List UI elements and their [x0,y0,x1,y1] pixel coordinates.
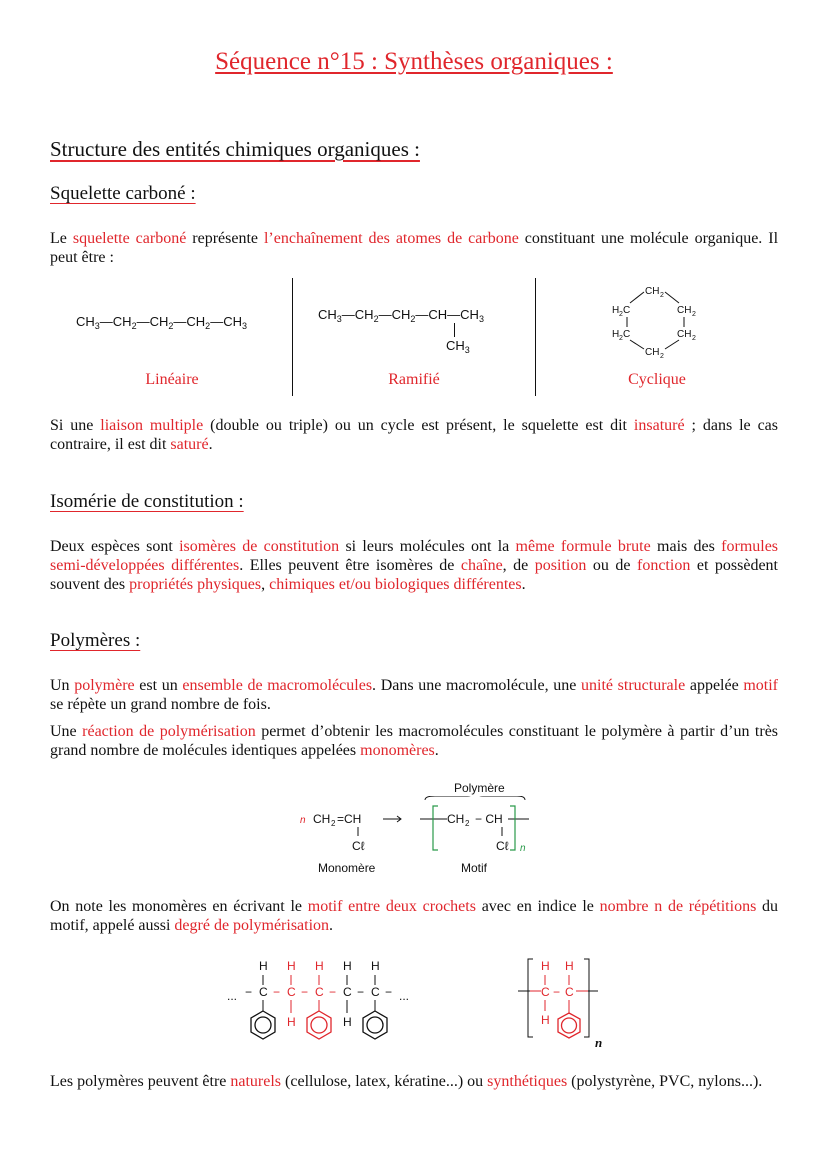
label-monomere: Monomère [318,861,376,875]
svg-text:C: C [371,985,380,999]
svg-text:H: H [612,329,620,340]
branch-bond [454,323,455,337]
svg-text:C: C [259,985,268,999]
svg-text:2: 2 [660,353,664,360]
svg-text:Cℓ: Cℓ [352,839,365,853]
svg-text:H: H [371,959,380,973]
heading-isomerie: Isomérie de constitution : [50,491,244,512]
svg-text:H: H [343,959,352,973]
svg-text:CH: CH [313,812,331,826]
svg-text:2: 2 [692,311,696,318]
svg-text:−: − [273,985,281,999]
caption-cyclique: Cyclique [628,371,686,388]
heading-squelette: Squelette carboné : [50,183,196,204]
cyclic-molecule [600,282,710,362]
svg-text:CH: CH [645,286,660,297]
svg-text:−: − [357,985,365,999]
svg-text:−: − [385,985,393,999]
polystyrene-chain [225,955,425,1055]
svg-text:CH: CH [677,329,692,340]
linear-formula: $CH_3—CH_2—CH_2—CH_2—CH_3$ [76,314,247,331]
svg-text:CH: CH [645,347,660,358]
polystyrene-motif [512,955,622,1055]
svg-text:−: − [553,985,561,999]
svg-text:H: H [541,959,550,973]
svg-text:2: 2 [692,335,696,342]
caption-lineaire: Linéaire [145,371,199,388]
svg-text:H: H [287,1015,296,1029]
svg-text:H: H [612,305,620,316]
svg-text:H: H [343,1015,352,1029]
svg-text:2: 2 [331,819,336,828]
svg-text:H: H [259,959,268,973]
svg-text:C: C [541,985,550,999]
svg-text:− CH: − CH [475,812,503,826]
svg-text:−: − [329,985,337,999]
svg-text:C: C [287,985,296,999]
svg-text:CH: CH [447,812,465,826]
branch-methyl: $CH_3$ [446,338,470,355]
svg-text:n: n [520,843,526,854]
paragraph-insature: Si une liaison multiple (double ou triple) ou un cycle est présent, le squelette est dit insaturé ; dans le cas contraire, il est dit saturé. [50,417,778,453]
label-motif: Motif [461,861,488,875]
svg-text:H: H [287,959,296,973]
svg-text:C: C [565,985,574,999]
svg-text:C: C [315,985,324,999]
svg-text:2: 2 [660,292,664,299]
svg-text:2: 2 [465,819,470,828]
svg-text:2: 2 [619,335,623,342]
divider [292,278,293,396]
svg-text:H: H [541,1013,550,1027]
svg-text:Cℓ: Cℓ [496,839,509,853]
svg-text:−: − [245,985,253,999]
caption-ramifie: Ramifié [388,371,440,388]
label-polymere: Polymère [454,781,505,795]
svg-text:...: ... [227,989,238,1003]
svg-text:C: C [623,305,631,316]
svg-text:=CH: =CH [337,812,362,826]
paragraph-polymerisation: Une réaction de polymérisation permet d’obtenir les macromolécules constituant le polymère à partir d’un très grand nombre de molécules identiques appelées monomères. [50,723,779,759]
section-heading-structure: Structure des entités chimiques organiques : [50,137,420,161]
divider [535,278,536,396]
paragraph-polymere-definition: Un polymère est un ensemble de macromolécules. Dans une macromolécule, une unité structurale appelée motif se répète un grand nombre de fois. [50,677,779,713]
svg-text:H: H [315,959,324,973]
svg-text:C: C [623,329,631,340]
svg-text:C: C [343,985,352,999]
paragraph-isomerie: Deux espèces sont isomères de constitution si leurs molécules ont la même formule brute mais des formules semi-développées différentes. Elles peuvent être isomères de chaîne, de position ou de fonction et possèdent souvent des propriétés physiques, chimiques et/ou biologiques différentes. [50,538,779,593]
svg-text:n: n [300,815,306,826]
paragraph-naturels-synthetiques: Les polymères peuvent être naturels (cellulose, latex, kératine...) ou synthétiques (polystyrène, PVC, nylons...). [50,1073,763,1090]
paragraph-notation: On note les monomères en écrivant le motif entre deux crochets avec en indice le nombre n de répétitions du motif, appelé aussi degré de polymérisation. [50,898,779,934]
svg-text:H: H [565,959,574,973]
svg-text:−: − [301,985,309,999]
svg-text:2: 2 [619,311,623,318]
page-title: Séquence n°15 : Synthèses organiques : [215,48,613,75]
subscript-n: n [595,1035,603,1050]
pvc-reaction [295,796,545,858]
paragraph-squelette-definition: Le squelette carboné représente l’enchaînement des atomes de carbone constituant une molécule organique. Il peut être : [50,230,779,266]
svg-text:CH: CH [677,305,692,316]
branched-formula: $CH_3—CH_2—CH_2—CH—CH_3$ [318,307,484,324]
heading-polymeres: Polymères : [50,630,141,651]
svg-text:...: ... [399,989,410,1003]
